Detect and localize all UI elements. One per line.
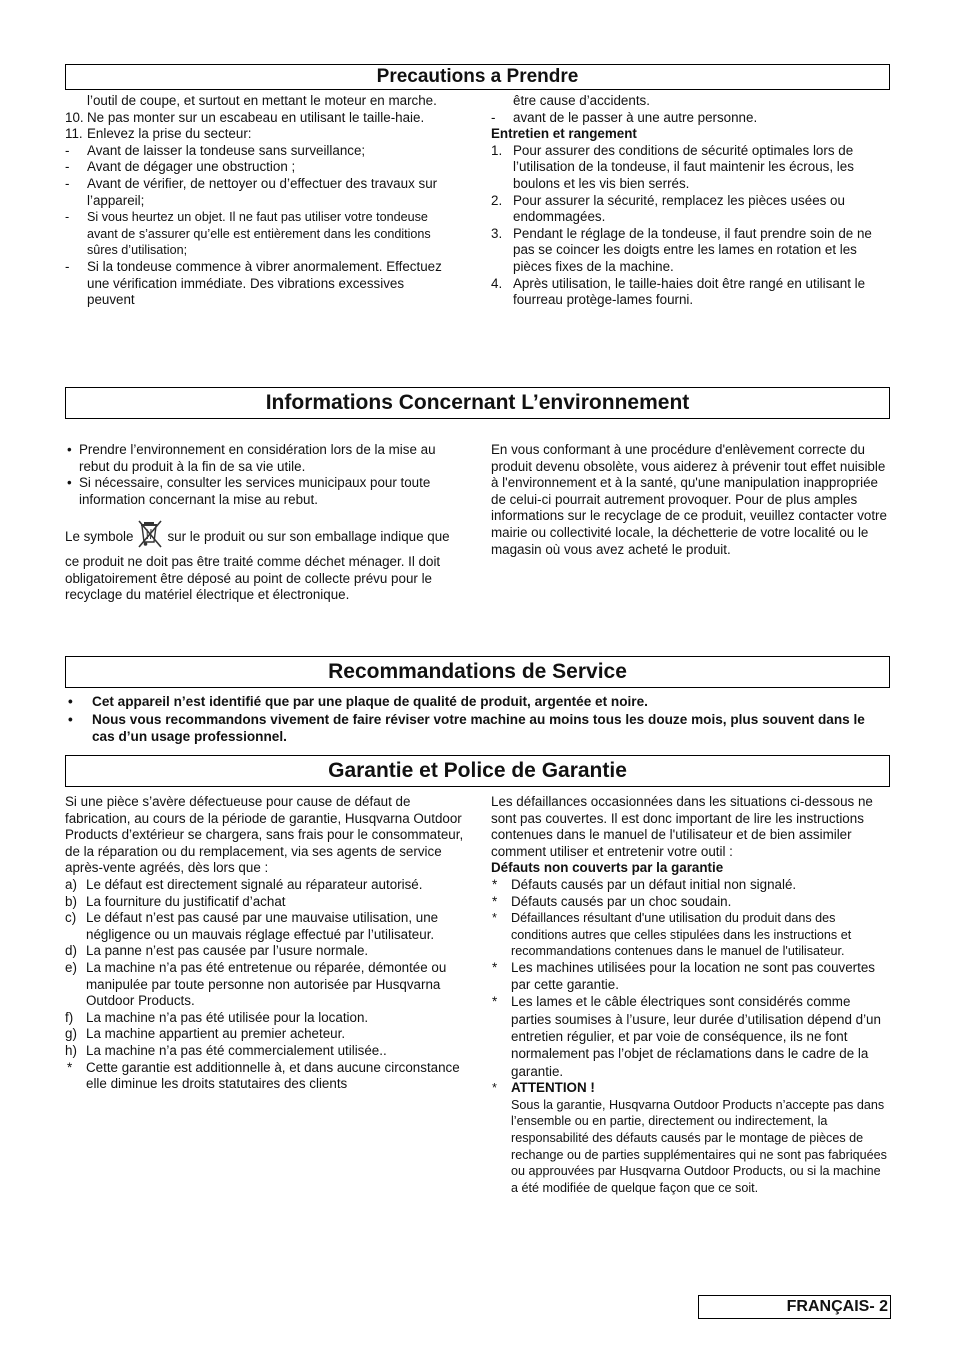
- list-item: 1. Pour assurer des conditions de sécurité optimales lors de l’utilisation de la tondeuse, il faut maintenir les écrous, les boulons et les vis bien serrés.: [491, 142, 854, 191]
- attention-note: * ATTENTION ! Sous la garantie, Husqvarna Outdoor Products n’accepte pas dans l’ensemble ou en partie, directement ou indirectement, la responsabilité des défauts causés par le montage de pièces de rechange ou de parties supplémentaires qui ne sont pas fabriquées ou approuvées par Husqvarna Outdoor Products, ou si la machine a été modifiée de quelque façon que ce soit.: [491, 1080, 891, 1196]
- exclusions-subheading: Défauts non couverts par la garantie: [491, 860, 724, 876]
- service-list: [65, 693, 865, 746]
- list-item: - avant de le passer à une autre personne.: [491, 109, 758, 125]
- list-item: c) Le défaut n’est pas causé par une mauvaise utilisation, une négligence ou un mauvais réglage effectué par l’utilisateur.: [65, 910, 439, 942]
- list-item: • Nous vous recommandons vivement de faire réviser votre machine au moins tous les douze mois, plus souvent dans le cas d’un usage professionnel.: [68, 711, 865, 744]
- list-item: l’outil de coupe, et surtout en mettant le moteur en marche.: [87, 93, 437, 108]
- list-item: - Si vous heurtez un objet. Il ne faut pas utiliser votre tondeuse avant de s’assurer qu’elle est entièrement dans les conditions sûres d’utilisation;: [65, 210, 431, 258]
- environment-left-column: [65, 442, 465, 604]
- list-item: 10. Ne pas monter sur un escabeau en utilisant le taille-haie.: [65, 109, 425, 125]
- crossed-out-wheelie-bin-icon: [137, 519, 163, 554]
- list-item: * Cette garantie est additionnelle à, et dans aucune circonstance elle diminue les droits statutaires des clients: [67, 1059, 460, 1092]
- list-item: * Les lames et le câble électriques sont considérés comme parties soumises à l’usure, leur durée d’utilisation dépend d’un entretien régulier, et par voie de conséquence, ils ne font normalement pas l’objet de réclamations dans le cadre de la garantie.: [492, 994, 881, 1079]
- precautions-heading: Precautions a Prendre: [65, 64, 890, 90]
- service-heading: Recommandations de Service: [65, 656, 890, 688]
- warranty-right-column: [491, 794, 891, 1196]
- list-item: • Prendre l’environnement en considération lors de la mise au rebut du produit à la fin de sa vie utile.: [67, 442, 436, 474]
- environment-heading: Informations Concernant L’environnement: [65, 387, 890, 419]
- list-item: • Cet appareil n’est identifié que par une plaque de qualité de produit, argentée et noire.: [68, 694, 648, 709]
- list-item: 2. Pour assurer la sécurité, remplacez les pièces usées ou endommagées.: [491, 192, 845, 225]
- list-item: - Avant de laisser la tondeuse sans surveillance;: [65, 142, 366, 158]
- recycling-paragraph: En vous conformant à une procédure d'enlèvement correcte du produit devenu obsolète, vous aiderez à prévenir tout effet nuisible à l'environnement et à la santé, qu'une manipulation inappropriée de celui-ci pourrait autrement provoquer. Pour de plus amples informations sur le recyclage de ce produit, veuillez contacter votre mairie ou collectivité locale, la déchetterie de votre localité ou le magasin où vous avez acheté le produit.: [491, 442, 887, 557]
- list-item: • Si nécessaire, consulter les services municipaux pour toute information concernant la mise au rebut.: [67, 475, 431, 507]
- list-item: 3. Pendant le réglage de la tondeuse, il faut prendre soin de ne pas se coincer les doigts entre les lames en rotation et les pièces fixes de la machine.: [491, 225, 872, 274]
- list-item: être cause d’accidents.: [513, 93, 650, 108]
- list-item: * Défauts causés par un défaut initial non signalé.: [492, 876, 797, 892]
- list-item: - Avant de vérifier, de nettoyer ou d’effectuer des travaux sur l’appareil;: [65, 175, 438, 208]
- precautions-left-column: [65, 93, 450, 309]
- environment-right-column: [491, 442, 891, 558]
- list-item: f) La machine n’a pas été utilisée pour la location.: [65, 1009, 369, 1025]
- list-item: g) La machine appartient au premier acheteur.: [65, 1026, 346, 1042]
- list-item: * Défauts causés par un choc soudain.: [492, 893, 732, 909]
- list-item: e) La machine n’a pas été entretenue ou réparée, démontée ou manipulée par toute personne non autorisée par Husqvarna Outdoor Products.: [65, 959, 447, 1009]
- list-item: - Si la tondeuse commence à vibrer anormalement. Effectuez une vérification immédiate. Des vibrations excessives peuvent: [65, 258, 442, 308]
- list-item: - Avant de dégager une obstruction ;: [65, 159, 296, 175]
- list-item: 4. Après utilisation, le taille-haies doit être rangé en utilisant le fourreau protège-lames fourni.: [491, 275, 866, 308]
- list-item: 11. Enlevez la prise du secteur:: [65, 126, 252, 142]
- exclusions-intro: Les défaillances occasionnées dans les situations ci-dessous ne sont pas couvertes. Il est donc important de lire les instructions contenues dans le manuel de l'utilisateur et de bien assimiler comment utiliser et entretenir votre outil :: [491, 794, 873, 859]
- list-item: b) La fourniture du justificatif d’achat: [65, 893, 286, 909]
- warranty-left-column: [65, 794, 468, 1093]
- list-item: h) La machine n’a pas été commercialement utilisée..: [65, 1042, 387, 1058]
- warranty-heading: Garantie et Police de Garantie: [65, 755, 890, 787]
- list-item: a) Le défaut est directement signalé au réparateur autorisé.: [65, 876, 423, 892]
- page-number-label: FRANÇAIS- 2: [698, 1295, 891, 1319]
- maintenance-subheading: Entretien et rangement: [491, 126, 637, 142]
- list-item: * Les machines utilisées pour la location ne sont pas couvertes par cette garantie.: [492, 959, 875, 992]
- weee-paragraph: Le symbole sur le produit ou sur son emballage indique que ce produit ne doit pas être traité comme déchet ménager. Il doit obligatoirement être déposé au point de collecte prévu pour le recyclage du matériel électrique et électronique.: [65, 519, 465, 603]
- warranty-intro: Si une pièce s’avère défectueuse pour cause de défaut de fabrication, au cours de la période de garantie, Husqvarna Outdoor Products d’extérieur se chargera, sans frais pour le consommateur, de la réparation ou du remplacement, via ses agents de service après-vente agréés, dès lors que :: [65, 794, 464, 876]
- list-item: d) La panne n’est pas causée par l’usure normale.: [65, 943, 369, 959]
- precautions-right-column: [491, 93, 891, 309]
- attention-text: Sous la garantie, Husqvarna Outdoor Products n’accepte pas dans l’ensemble ou en partie, directement ou indirectement, la responsabilité des défauts causés par le montage de pièces de rechange ou de parties supplémentaires qui ne sont pas fabriquées ou approuvées par Husqvarna Outdoor Products, ou si la machine a été modifiée de quelque façon que ce soit.: [511, 1097, 887, 1195]
- list-item: * Défaillances résultant d'une utilisation du produit dans des conditions autres que celles stipulées dans les instructions et recommandations contenues dans le manuel de l'utilisateur.: [492, 911, 852, 959]
- attention-label: ATTENTION !: [511, 1080, 595, 1096]
